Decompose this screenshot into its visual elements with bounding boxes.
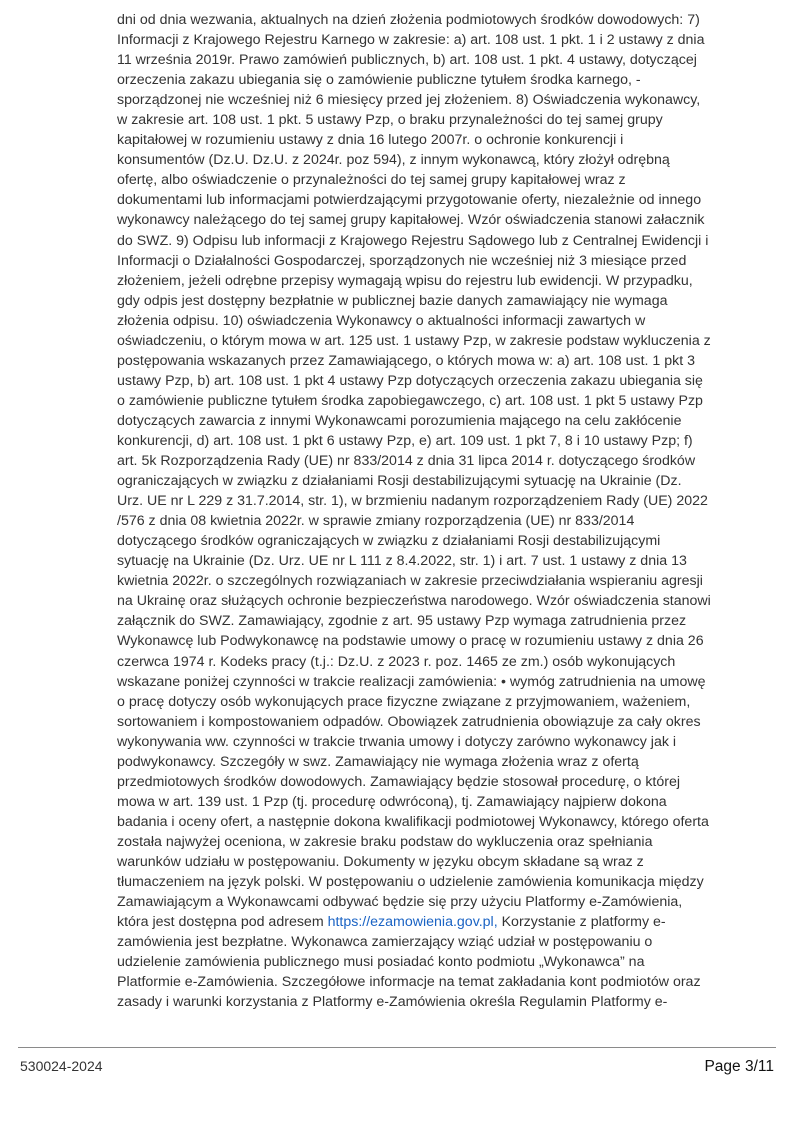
body-line: zamówienia jest bezpłatne. Wykonawca zamierzający wziąć udział w postępowaniu o <box>117 934 653 951</box>
body-line: badania i oceny ofert, a następnie dokona kwalifikacji podmiotowej Wykonawcy, którego oferta <box>117 813 709 830</box>
body-line: tłumaczeniem na język polski. W postępowaniu o udzielenie zamówienia komunikacja między <box>117 874 704 891</box>
link-line-before: która jest dostępna pod adresem <box>117 914 328 931</box>
ezamowienia-link[interactable]: https://ezamowienia.gov.pl, <box>327 914 498 931</box>
body-line: o pracę dotyczy osób wykonujących prace fizyczne związane z przyjmowaniem, ważeniem, <box>117 693 691 710</box>
body-line: na Ukrainę oraz służących ochronie bezpieczeństwa narodowego. Wzór oświadczenia stanowi <box>117 593 711 610</box>
body-line: mowa w art. 139 ust. 1 Pzp (tj. procedurę odwróconą), tj. Zamawiający najpierw dokona <box>117 793 667 810</box>
body-line: kapitałowej w rozumieniu ustawy z dnia 16 lutego 2007r. o ochronie konkurencji i <box>117 132 624 149</box>
body-line: 11 września 2019r. Prawo zamówień publicznych, b) art. 108 ust. 1 pkt. 4 ustawy, dotyczącej <box>117 52 697 69</box>
body-line: sortowaniem i kompostowaniem odpadów. Obowiązek zatrudnienia obowiązuje za cały okres <box>117 713 701 730</box>
document-body <box>117 10 745 1012</box>
body-line: kwietnia 2022r. o szczególnych rozwiązaniach w zakresie przeciwdziałania wspieraniu agresji <box>117 573 703 590</box>
body-line: sporządzonej nie wcześniej niż 6 miesięcy przed jej złożeniem. 8) Oświadczenia wykonawcy, <box>117 92 701 109</box>
body-line: dotyczących zawarcia z innymi Wykonawcami porozumienia mającego na celu zakłócenie <box>117 412 682 429</box>
body-line-with-link <box>117 912 745 932</box>
body-lines <box>117 10 745 912</box>
body-line: zasady i warunki korzystania z Platformy e-Zamówienia określa Regulamin Platformy e- <box>117 994 668 1011</box>
body-line: ustawy Pzp, b) art. 108 ust. 1 pkt 4 ustawy Pzp dotyczących orzeczenia zakazu ubiegania się <box>117 372 703 389</box>
body-line: złożenia odpisu. 10) oświadczenia Wykonawcy o aktualności informacji zawartych w <box>117 312 646 329</box>
body-tail-lines <box>117 932 745 1012</box>
body-line: podwykonawcy. Szczegóły w swz. Zamawiający nie wymaga złożenia wraz z ofertą <box>117 753 639 770</box>
body-line: konsumentów (Dz.U. Dz.U. z 2024r. poz 594), z innym wykonawcą, który złożył odrębną <box>117 152 670 169</box>
footer-document-id: 530024-2024 <box>20 1058 103 1074</box>
body-line: w zakresie art. 108 ust. 1 pkt. 5 ustawy Pzp, o braku przynależności do tej samej grupy <box>117 112 663 129</box>
body-line: Wykonawcę lub Podwykonawcę na podstawie umowy o pracę w rozumieniu ustawy z dnia 26 <box>117 633 704 650</box>
body-line: art. 5k Rozporządzenia Rady (UE) nr 833/2014 z dnia 31 lipca 2014 r. dotyczącego środków <box>117 453 696 470</box>
footer-page-number: Page 3/11 <box>704 1058 774 1075</box>
body-line: Zamawiającym a Wykonawcami odbywać będzie się przy użyciu Platformy e-Zamówienia, <box>117 894 683 911</box>
body-line: Platformie e-Zamówienia. Szczegółowe informacje na temat zakładania kont podmiotów oraz <box>117 974 701 991</box>
body-line: dotyczącego środków ograniczających w związku z działaniami Rosji destabilizującymi <box>117 533 661 550</box>
body-line: orzeczenia zakazu ubiegania się o zamówienie publiczne tytułem środka karnego, - <box>117 72 641 89</box>
body-line: oświadczeniu, o którym mowa w art. 125 ust. 1 ustawy Pzp, w zakresie podstaw wykluczenia z <box>117 332 711 349</box>
body-line: Informacji z Krajowego Rejestru Karnego w zakresie: a) art. 108 ust. 1 pkt. 1 i 2 ustawy z dnia <box>117 32 705 49</box>
body-line: dni od dnia wezwania, aktualnych na dzień złożenia podmiotowych środków dowodowych: 7) <box>117 12 700 28</box>
body-line: udzielenie zamówienia publicznego musi posiadać konto podmiotu „Wykonawca” na <box>117 954 645 971</box>
body-line: o zamówienie publiczne tytułem środka zapobiegawczego, c) art. 108 ust. 1 pkt 5 ustawy Pzp <box>117 392 703 409</box>
footer-divider <box>18 1047 776 1048</box>
body-line: wskazane poniżej czynności w trakcie realizacji zamówienia: • wymóg zatrudnienia na umowę <box>117 673 706 690</box>
body-line: do SWZ. 9) Odpisu lub informacji z Krajowego Rejestru Sądowego lub z Centralnej Ewidencji i <box>117 232 709 249</box>
link-line-after: Korzystanie z platformy e- <box>497 914 666 931</box>
body-line: ofertę, albo oświadczenie o przynależności do tej samej grupy kapitałowej wraz z <box>117 172 626 189</box>
body-line: konkurencji, d) art. 108 ust. 1 pkt 6 ustawy Pzp, e) art. 109 ust. 1 pkt 7, 8 i 10 ustawy Pzp; f) <box>117 432 693 449</box>
body-line: przedmiotowych środków dowodowych. Zamawiający będzie stosował procedurę, o której <box>117 773 681 790</box>
body-line: Urz. UE nr L 229 z 31.7.2014, str. 1), w brzmieniu nadanym rozporządzeniem Rady (UE) 2022 <box>117 493 708 510</box>
body-line: załącznik do SWZ. Zamawiający, zgodnie z art. 95 ustawy Pzp wymaga zatrudnienia przez <box>117 613 687 630</box>
body-line: ograniczających w związku z działaniami Rosji destabilizującymi sytuację na Ukrainie (Dz. <box>117 473 682 490</box>
body-line: złożeniem, jeżeli odrębne przepisy wymagają wpisu do rejestru lub ewidencji. W przypadku, <box>117 272 693 289</box>
body-line: sytuację na Ukrainie (Dz. Urz. UE nr L 111 z 8.4.2022, str. 1) i art. 7 ust. 1 ustawy z dnia 13 <box>117 553 687 570</box>
body-line: postępowania wskazanych przez Zamawiającego, o których mowa w: a) art. 108 ust. 1 pkt 3 <box>117 352 696 369</box>
body-line: wykonywania ww. czynności w trakcie trwania umowy i dotyczy zarówno wykonawcy jak i <box>117 733 677 750</box>
body-line: została najwyżej oceniona, w zakresie braku podstaw do wykluczenia oraz spełniania <box>117 833 653 850</box>
body-line: dokumentami lub informacjami potwierdzającymi przygotowanie oferty, niezależnie od innego <box>117 192 702 209</box>
body-line: wykonawcy należącego do tej samej grupy kapitałowej. Wzór oświadczenia stanowi załacznik <box>117 212 705 229</box>
body-line: Informacji o Działalności Gospodarczej, sporządzonych nie wcześniej niż 3 miesiące przed <box>117 252 687 269</box>
body-line: czerwca 1974 r. Kodeks pracy (t.j.: Dz.U. z 2023 r. poz. 1465 ze zm.) osób wykonujących <box>117 653 676 670</box>
body-line: gdy odpis jest dostępny bezpłatnie w publicznej bazie danych zamawiający nie wymaga <box>117 292 668 309</box>
body-line: warunków udziału w postępowaniu. Dokumenty w języku obcym składane są wraz z <box>117 853 644 870</box>
body-line: /576 z dnia 08 kwietnia 2022r. w sprawie zmiany rozporządzenia (UE) nr 833/2014 <box>117 513 635 530</box>
